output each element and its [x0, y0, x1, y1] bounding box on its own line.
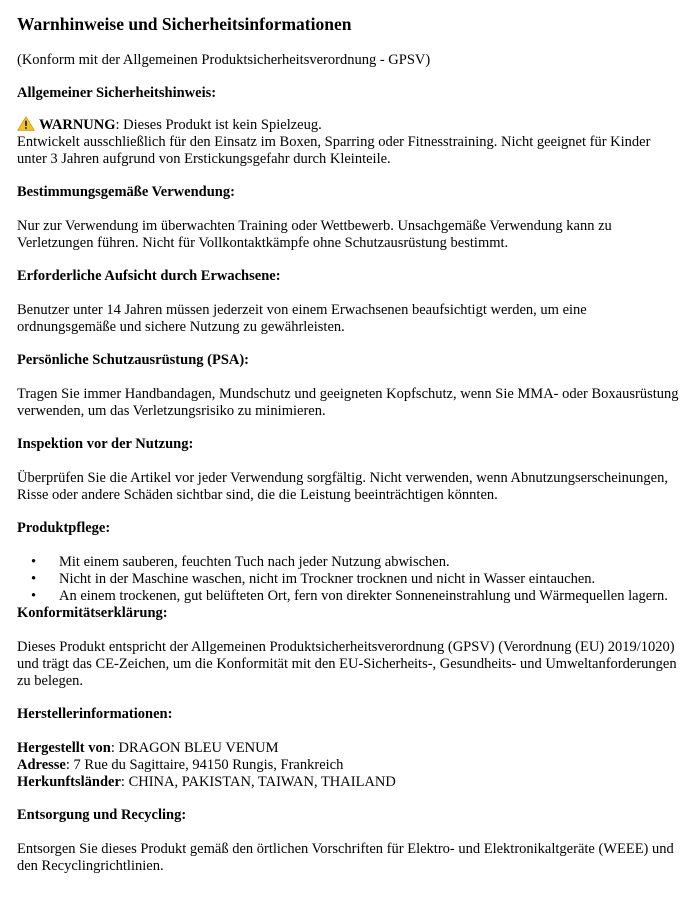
section-text: Entsorgen Sie dieses Produkt gemäß den örtlichen Vorschriften für Elektro- und Elektronikaltgeräte (WEEE) und den Recyclingrichtlinien. — [17, 841, 674, 874]
address-label: Adresse — [17, 757, 66, 773]
section-text: Nur zur Verwendung im überwachten Training oder Wettbewerb. Unsachgemäße Verwendung kann zu Verletzungen führen. Nicht für Vollkontaktkämpfe ohne Schutzausrüstung bestimmt. — [17, 218, 612, 251]
section-text: Tragen Sie immer Handbandagen, Mundschutz und geeigneten Kopfschutz, wenn Sie MMA- oder Boxausrüstung verwenden, um das Verletzungsrisiko zu minimieren. — [17, 386, 679, 419]
section-disposal — [17, 807, 683, 875]
warning-label: WARNUNG — [39, 117, 116, 133]
list-item-text: Mit einem sauberen, feuchten Tuch nach jeder Nutzung abwischen. — [59, 554, 450, 570]
section-text: Entwickelt ausschließlich für den Einsatz im Boxen, Sparring oder Fitnesstraining. Nicht geeignet für Kinder unter 3 Jahren aufgrund von Erstickungsgefahr durch Kleinteile. — [17, 134, 651, 167]
origin-label: Herkunftsländer — [17, 774, 121, 790]
warning-text: : Dieses Produkt ist kein Spielzeug. — [115, 117, 322, 133]
section-inspection — [17, 436, 683, 504]
list-item-text: Nicht in der Maschine waschen, nicht im Trockner trocknen und nicht in Wasser eintauchen. — [59, 571, 596, 587]
section-heading: Persönliche Schutzausrüstung (PSA): — [17, 352, 250, 368]
section-heading: Produktpflege: — [17, 520, 111, 536]
section-product-care — [17, 520, 683, 605]
section-heading: Erforderliche Aufsicht durch Erwachsene: — [17, 268, 281, 284]
list-item — [17, 588, 683, 605]
list-item-text: An einem trockenen, gut belüfteten Ort, fern von direkter Sonneneinstrahlung und Wärmequellen lagern. — [59, 588, 668, 604]
section-text: Dieses Produkt entspricht der Allgemeinen Produktsicherheitsverordnung (GPSV) (Verordnung (EU) 2019/1020) und trägt das CE-Zeichen, um die Konformität mit den EU-Sicherheits-, Gesundheits- und Umweltanforderungen zu belegen. — [17, 639, 677, 689]
section-heading: Bestimmungsgemäße Verwendung: — [17, 184, 235, 200]
section-heading: Herstellerinformationen: — [17, 706, 173, 722]
made-by-value: : DRAGON BLEU VENUM — [110, 740, 279, 756]
bullet: • — [31, 571, 37, 587]
section-general-safety — [17, 85, 683, 168]
list-item — [17, 554, 683, 571]
intro-note: (Konform mit der Allgemeinen Produktsicherheitsverordnung - GPSV) — [17, 52, 431, 68]
section-ppe — [17, 352, 683, 420]
warning-triangle-icon — [17, 116, 35, 131]
origin-value: : CHINA, PAKISTAN, TAIWAN, THAILAND — [120, 774, 396, 790]
document-title: Warnhinweise und Sicherheitsinformationen — [17, 14, 352, 34]
section-heading: Inspektion vor der Nutzung: — [17, 436, 194, 452]
bullet: • — [31, 554, 37, 570]
section-manufacturer — [17, 706, 683, 791]
section-heading: Allgemeiner Sicherheitshinweis: — [17, 85, 217, 101]
section-heading: Konformitätserklärung: — [17, 605, 168, 621]
section-supervision — [17, 268, 683, 336]
list-item — [17, 571, 683, 588]
origin-line — [17, 774, 683, 791]
address-value: : 7 Rue du Sagittaire, 94150 Rungis, Frankreich — [65, 757, 344, 773]
section-heading: Entsorgung und Recycling: — [17, 807, 187, 823]
manufacturer-line — [17, 740, 683, 757]
section-conformity — [17, 605, 683, 690]
section-intended-use — [17, 184, 683, 252]
bullet: • — [31, 588, 37, 604]
address-line — [17, 757, 683, 774]
section-text: Überprüfen Sie die Artikel vor jeder Verwendung sorgfältig. Nicht verwenden, wenn Abnutzungserscheinungen, Risse oder andere Schäden sichtbar sind, die die Leistung beeinträchtigen könnten. — [17, 470, 668, 503]
warning-line — [17, 116, 683, 134]
section-text: Benutzer unter 14 Jahren müssen jederzeit von einem Erwachsenen beaufsichtigt werden, um eine ordnungsgemäße und sichere Nutzung zu gewährleisten. — [17, 302, 587, 335]
care-list — [17, 554, 683, 605]
made-by-label: Hergestellt von — [17, 740, 111, 756]
